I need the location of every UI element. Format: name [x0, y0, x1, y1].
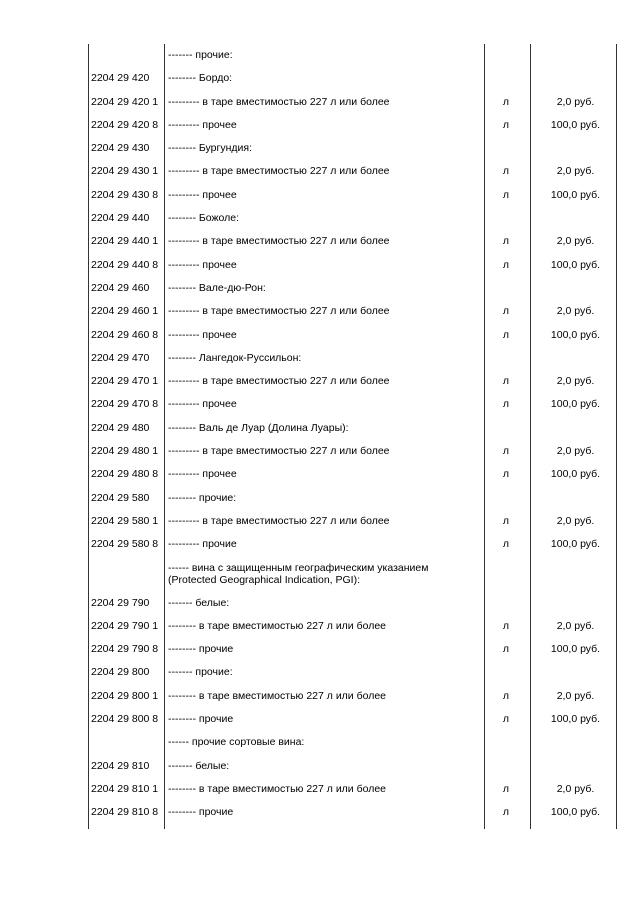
- rate-cell: 2,0 руб.: [556, 782, 595, 795]
- code-cell: 2204 29 800 1: [91, 689, 159, 702]
- unit-cell: л: [502, 445, 510, 458]
- rate-cell: 2,0 руб.: [556, 165, 595, 178]
- code-cell: 2204 29 480 8: [91, 468, 159, 481]
- rate-cell: 100,0 руб.: [550, 398, 601, 411]
- table-row: [88, 731, 620, 754]
- code-cell: 2204 29 470 1: [91, 375, 159, 388]
- description-cell: --------- прочее: [168, 258, 237, 271]
- description-cell: --------- в таре вместимостью 227 л или более: [168, 235, 390, 248]
- table-row: [88, 160, 620, 183]
- table-row: [88, 778, 620, 801]
- table-row: [88, 91, 620, 114]
- table-row: [88, 114, 620, 137]
- code-cell: 2204 29 470 8: [91, 398, 159, 411]
- code-cell: 2204 29 580 8: [91, 538, 159, 551]
- table-row: [88, 254, 620, 277]
- unit-cell: л: [502, 514, 510, 527]
- code-cell: 2204 29 460: [91, 281, 150, 294]
- description-cell: ------ прочие сортовые вина:: [168, 736, 305, 749]
- description-cell: -------- прочие:: [168, 491, 237, 504]
- code-cell: 2204 29 810: [91, 759, 150, 772]
- rate-cell: 2,0 руб.: [556, 375, 595, 388]
- code-cell: 2204 29 430 1: [91, 165, 159, 178]
- table-row: [88, 533, 620, 556]
- description-line: ------ вина с защищенным географическим указанием: [168, 561, 429, 574]
- description-cell: -------- Бургундия:: [168, 142, 252, 155]
- table-row: [88, 510, 620, 533]
- description-cell: -------- Бордо:: [168, 72, 233, 85]
- unit-cell: л: [502, 713, 510, 726]
- table-row: [88, 557, 620, 592]
- description-cell: ------- прочие:: [168, 666, 233, 679]
- description-cell: -------- Лангедок-Руссильон:: [168, 351, 302, 364]
- rate-cell: 100,0 руб.: [550, 538, 601, 551]
- table-row: [88, 440, 620, 463]
- rate-cell: 2,0 руб.: [556, 514, 595, 527]
- table-row: [88, 230, 620, 253]
- code-cell: 2204 29 480: [91, 421, 150, 434]
- code-cell: 2204 29 790 8: [91, 643, 159, 656]
- table-row: [88, 137, 620, 160]
- code-cell: 2204 29 420 1: [91, 95, 159, 108]
- rate-cell: 100,0 руб.: [550, 188, 601, 201]
- description-cell: -------- Божоле:: [168, 212, 240, 225]
- table-row: [88, 277, 620, 300]
- table-row: [88, 592, 620, 615]
- tariff-table: [88, 44, 620, 825]
- description-cell: --------- прочее: [168, 188, 237, 201]
- unit-cell: л: [502, 375, 510, 388]
- code-cell: 2204 29 470: [91, 351, 150, 364]
- code-cell: 2204 29 440 1: [91, 235, 159, 248]
- description-cell: --------- в таре вместимостью 227 л или более: [168, 95, 390, 108]
- code-cell: 2204 29 800: [91, 666, 150, 679]
- table-row: [88, 638, 620, 661]
- description-cell: --------- в таре вместимостью 227 л или более: [168, 375, 390, 388]
- table-row: [88, 463, 620, 486]
- code-cell: 2204 29 440 8: [91, 258, 159, 271]
- description-cell: --------- прочее: [168, 398, 237, 411]
- description-cell: [168, 562, 428, 586]
- description-cell: -------- Валь де Луар (Долина Луары):: [168, 421, 349, 434]
- rate-cell: 2,0 руб.: [556, 689, 595, 702]
- description-cell: --------- прочее: [168, 328, 237, 341]
- code-cell: 2204 29 420 8: [91, 118, 159, 131]
- description-cell: ------- белые:: [168, 596, 230, 609]
- code-cell: 2204 29 460 8: [91, 328, 159, 341]
- table-row: [88, 685, 620, 708]
- unit-cell: л: [502, 643, 510, 656]
- table-row: [88, 207, 620, 230]
- table-row: [88, 615, 620, 638]
- rate-cell: 100,0 руб.: [550, 643, 601, 656]
- code-cell: 2204 29 430: [91, 142, 150, 155]
- table-row: [88, 417, 620, 440]
- unit-cell: л: [502, 468, 510, 481]
- code-cell: 2204 29 580 1: [91, 514, 159, 527]
- table-row: [88, 44, 620, 67]
- rate-cell: 2,0 руб.: [556, 235, 595, 248]
- description-cell: --------- в таре вместимостью 227 л или более: [168, 445, 390, 458]
- unit-cell: л: [502, 806, 510, 819]
- table-row: [88, 184, 620, 207]
- unit-cell: л: [502, 398, 510, 411]
- table-row: [88, 801, 620, 824]
- description-cell: -------- прочие: [168, 643, 234, 656]
- rate-cell: 2,0 руб.: [556, 95, 595, 108]
- rate-cell: 100,0 руб.: [550, 328, 601, 341]
- code-cell: 2204 29 800 8: [91, 713, 159, 726]
- code-cell: 2204 29 810 8: [91, 806, 159, 819]
- rate-cell: 100,0 руб.: [550, 258, 601, 271]
- unit-cell: л: [502, 782, 510, 795]
- unit-cell: л: [502, 689, 510, 702]
- unit-cell: л: [502, 118, 510, 131]
- code-cell: 2204 29 460 1: [91, 305, 159, 318]
- table-row: [88, 67, 620, 90]
- description-cell: -------- прочие: [168, 713, 234, 726]
- table-row: [88, 393, 620, 416]
- table-row: [88, 324, 620, 347]
- rate-cell: 100,0 руб.: [550, 468, 601, 481]
- unit-cell: л: [502, 328, 510, 341]
- rate-cell: 100,0 руб.: [550, 806, 601, 819]
- unit-cell: л: [502, 305, 510, 318]
- rate-cell: 100,0 руб.: [550, 118, 601, 131]
- description-cell: -------- Вале-дю-Рон:: [168, 281, 266, 294]
- description-cell: ------- прочие:: [168, 49, 233, 61]
- code-cell: 2204 29 480 1: [91, 445, 159, 458]
- unit-cell: л: [502, 258, 510, 271]
- code-cell: 2204 29 440: [91, 212, 150, 225]
- table-row: [88, 755, 620, 778]
- unit-cell: л: [502, 188, 510, 201]
- code-cell: 2204 29 420: [91, 72, 150, 85]
- description-cell: -------- в таре вместимостью 227 л или более: [168, 689, 387, 702]
- code-cell: 2204 29 790 1: [91, 619, 159, 632]
- description-cell: -------- в таре вместимостью 227 л или более: [168, 619, 387, 632]
- rate-cell: 2,0 руб.: [556, 445, 595, 458]
- code-cell: 2204 29 810 1: [91, 782, 159, 795]
- code-cell: 2204 29 580: [91, 491, 150, 504]
- description-cell: --------- в таре вместимостью 227 л или более: [168, 305, 390, 318]
- rate-cell: 2,0 руб.: [556, 305, 595, 318]
- description-cell: --------- прочее: [168, 118, 237, 131]
- unit-cell: л: [502, 165, 510, 178]
- description-line: (Protected Geographical Indication, PGI):: [168, 573, 361, 586]
- table-row: [88, 661, 620, 684]
- rate-cell: 100,0 руб.: [550, 713, 601, 726]
- rate-cell: 2,0 руб.: [556, 619, 595, 632]
- table-row: [88, 370, 620, 393]
- unit-cell: л: [502, 538, 510, 551]
- unit-cell: л: [502, 95, 510, 108]
- unit-cell: л: [502, 235, 510, 248]
- unit-cell: л: [502, 619, 510, 632]
- table-row: [88, 347, 620, 370]
- description-cell: -------- прочие: [168, 806, 234, 819]
- description-cell: -------- в таре вместимостью 227 л или более: [168, 782, 387, 795]
- table-row: [88, 300, 620, 323]
- description-cell: --------- в таре вместимостью 227 л или более: [168, 514, 390, 527]
- description-cell: ------- белые:: [168, 759, 230, 772]
- description-cell: --------- прочие: [168, 538, 237, 551]
- table-row: [88, 708, 620, 731]
- code-cell: 2204 29 430 8: [91, 188, 159, 201]
- table-row: [88, 487, 620, 510]
- description-cell: --------- в таре вместимостью 227 л или более: [168, 165, 390, 178]
- code-cell: 2204 29 790: [91, 596, 150, 609]
- description-cell: --------- прочее: [168, 468, 237, 481]
